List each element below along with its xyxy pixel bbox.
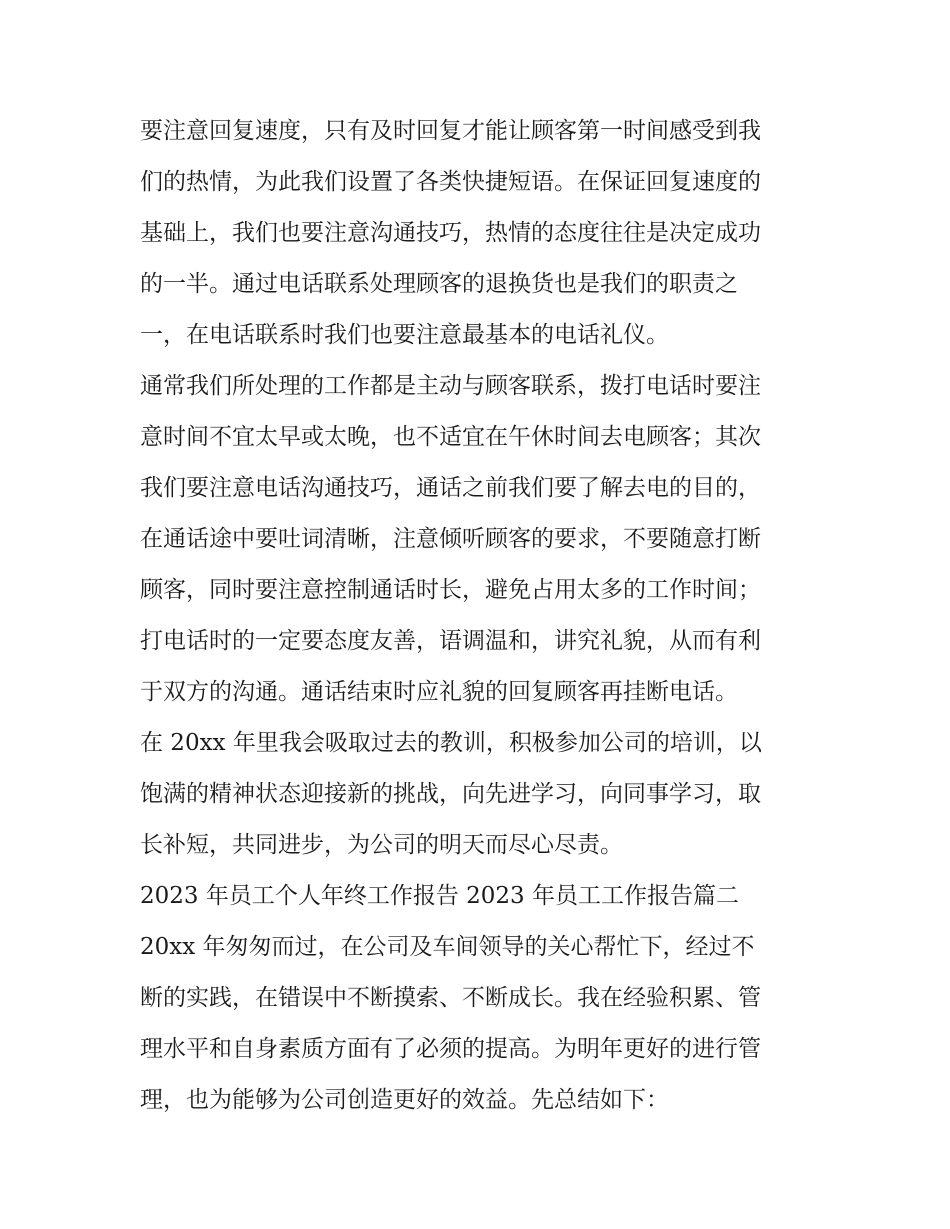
paragraph-next-year-plan xyxy=(140,718,820,871)
text-line: 顾客，同时要注意控制通话时长，避免占用太多的工作时间； xyxy=(140,577,761,603)
document-body xyxy=(140,106,820,1126)
text-line: 20xx 年匆匆而过，在公司及车间领导的关心帮忙下，经过不 xyxy=(140,934,755,960)
text-line: 要注意回复速度，只有及时回复才能让顾客第一时间感受到我 xyxy=(140,118,761,144)
paragraph-customer-service-reply xyxy=(140,106,820,361)
text-line: 在通话途中要吐词清晰，注意倾听顾客的要求，不要随意打断 xyxy=(140,526,761,552)
text-line: 一，在电话联系时我们也要注意最基本的电话礼仪。 xyxy=(140,322,669,348)
text-line: 的一半。通过电话联系处理顾客的退换货也是我们的职责之 xyxy=(140,271,738,297)
text-line: 长补短，共同进步，为公司的明天而尽心尽责。 xyxy=(140,832,623,858)
text-line: 理水平和自身素质方面有了必须的提高。为明年更好的进行管 xyxy=(140,1036,761,1062)
text-line: 基础上，我们也要注意沟通技巧，热情的态度往往是决定成功 xyxy=(140,220,761,246)
text-line: 通常我们所处理的工作都是主动与顾客联系，拨打电话时要注 xyxy=(140,373,761,399)
text-line: 于双方的沟通。通话结束时应礼貌的回复顾客再挂断电话。 xyxy=(140,679,738,705)
heading-line: 2023 年员工个人年终工作报告 2023 年员工工作报告篇二 xyxy=(140,883,739,909)
text-line: 饱满的精神状态迎接新的挑战，向先进学习，向同事学习，取 xyxy=(140,781,761,807)
section-heading xyxy=(140,871,820,922)
text-line: 意时间不宜太早或太晚，也不适宜在午休时间去电顾客；其次 xyxy=(140,424,761,450)
paragraph-phone-etiquette xyxy=(140,361,820,718)
text-line: 们的热情，为此我们设置了各类快捷短语。在保证回复速度的 xyxy=(140,169,761,195)
text-line: 理，也为能够为公司创造更好的效益。先总结如下： xyxy=(140,1087,669,1113)
paragraph-year-summary xyxy=(140,922,820,1126)
text-line: 打电话时的一定要态度友善，语调温和，讲究礼貌，从而有利 xyxy=(140,628,761,654)
text-line: 断的实践，在错误中不断摸索、不断成长。我在经验积累、管 xyxy=(140,985,761,1011)
text-line: 我们要注意电话沟通技巧，通话之前我们要了解去电的目的， xyxy=(140,475,761,501)
text-line: 在 20xx 年里我会吸取过去的教训，积极参加公司的培训，以 xyxy=(140,730,762,756)
